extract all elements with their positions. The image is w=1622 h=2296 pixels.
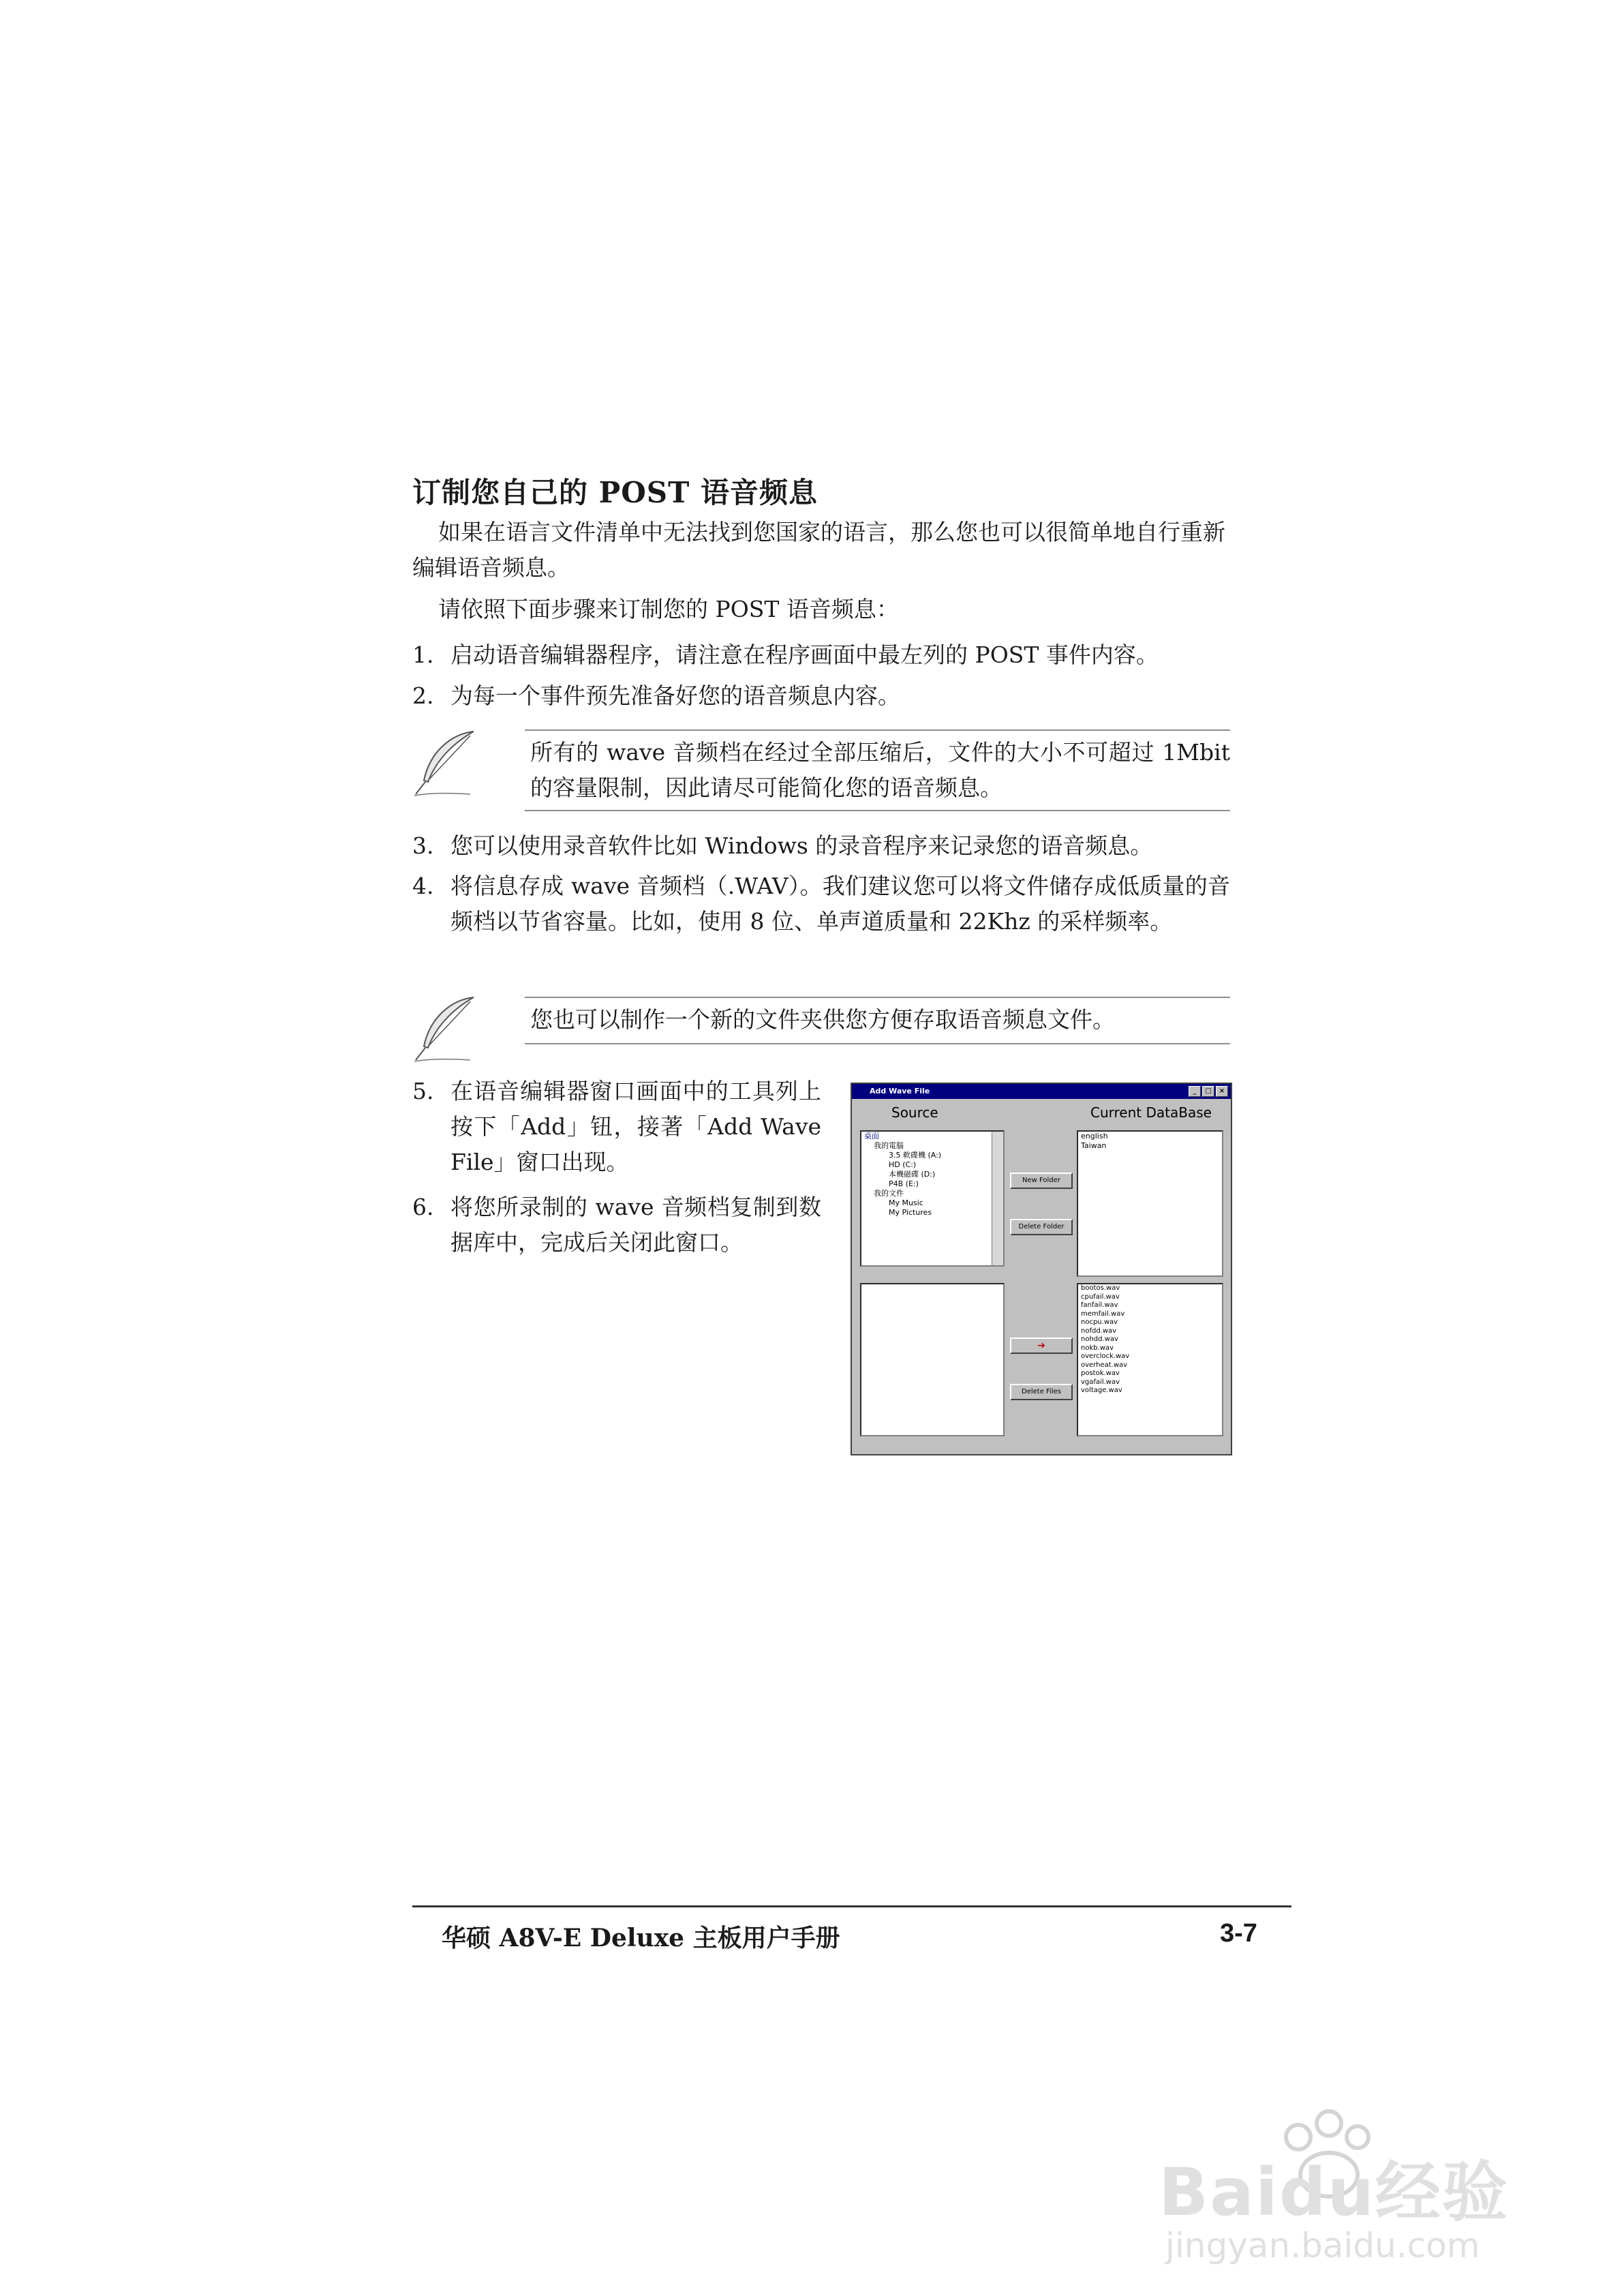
window-title-bar — [852, 1084, 1231, 1099]
window-title: Add Wave File — [870, 1087, 930, 1096]
step-number: 4. — [412, 873, 434, 899]
step-number: 5. — [412, 1078, 434, 1104]
tree-item[interactable]: P4B (E:) — [889, 1179, 919, 1188]
minimize-button[interactable]: _ — [1189, 1086, 1201, 1097]
watermark-brand: Bai — [1159, 2154, 1279, 2231]
file-item[interactable]: cpufail.wav — [1081, 1293, 1120, 1301]
file-item[interactable]: overheat.wav — [1081, 1361, 1128, 1369]
step-5 — [412, 1074, 821, 1180]
step-4 — [412, 868, 1230, 939]
file-item[interactable]: overclock.wav — [1081, 1353, 1130, 1360]
watermark-url: jingyan.baidu.com — [1165, 2226, 1480, 2265]
step-number: 1. — [412, 641, 434, 668]
watermark-cn: 经验 — [1375, 2154, 1509, 2231]
watermark-brand-du: du — [1279, 2154, 1375, 2231]
close-button[interactable]: × — [1216, 1086, 1228, 1097]
file-item[interactable]: nohdd.wav — [1081, 1335, 1118, 1343]
file-item[interactable]: nofdd.wav — [1081, 1327, 1117, 1335]
file-item[interactable]: nocpu.wav — [1081, 1318, 1118, 1326]
step-number: 3. — [412, 832, 434, 859]
maximize-button[interactable]: □ — [1202, 1086, 1214, 1097]
note-divider-bottom — [525, 1043, 1230, 1044]
footer-manual-title: 华硕 A8V-E Deluxe 主板用户手册 — [442, 1924, 840, 1952]
step-text: 将信息存成 wave 音频档（.WAV）。我们建议您可以将文件储存成低质量的音频档以节省容量。比如，使用 8 位、单声道质量和 22Khz 的采样频率。 — [450, 873, 1230, 935]
tree-item[interactable]: My Music — [889, 1198, 923, 1207]
database-files[interactable] — [1077, 1283, 1223, 1436]
database-label: Current DataBase — [1090, 1104, 1212, 1121]
file-item[interactable]: bootos.wav — [1081, 1284, 1120, 1292]
note-text: 所有的 wave 音频档在经过全部压缩后，文件的大小不可超过 1Mbit 的容量限制，因此请尽可能简化您的语音频息。 — [530, 739, 1230, 801]
step-number: 2. — [412, 682, 434, 709]
note-feather-icon — [409, 992, 484, 1067]
note-divider-bottom — [525, 810, 1230, 811]
instruction-paragraph: 请依照下面步骤来订制您的 POST 语音频息： — [438, 596, 899, 622]
source-label: Source — [891, 1104, 938, 1121]
intro-paragraph: 如果在语言文件清单中无法找到您国家的语言，那么您也可以很简单地自行重新编辑语音频息。 — [412, 519, 1225, 581]
new-folder-button[interactable]: New Folder — [1010, 1173, 1073, 1189]
tree-item[interactable]: HD (C:) — [889, 1160, 917, 1169]
tree-item[interactable]: 桌面 — [864, 1132, 879, 1141]
delete-files-button[interactable]: Delete Files — [1010, 1384, 1073, 1400]
folder-item[interactable]: english — [1081, 1132, 1108, 1141]
page-number: 3-7 — [1220, 1919, 1257, 1948]
tree-scrollbar[interactable] — [992, 1132, 1003, 1265]
tree-item[interactable]: 本機磁碟 (D:) — [889, 1170, 936, 1179]
file-item[interactable]: nokb.wav — [1081, 1344, 1114, 1352]
tree-item[interactable]: 我的文件 — [874, 1189, 904, 1198]
source-tree[interactable] — [860, 1130, 1005, 1267]
note-divider-top — [525, 729, 1230, 731]
step-1 — [412, 637, 1230, 673]
step-6 — [412, 1190, 821, 1260]
step-text: 启动语音编辑器程序，请注意在程序画面中最左列的 POST 事件内容。 — [450, 641, 1159, 668]
tree-item[interactable]: 我的電腦 — [874, 1141, 904, 1150]
delete-folder-button[interactable]: Delete Folder — [1010, 1219, 1073, 1235]
section-title: 订制您自己的 POST 语音频息 — [412, 476, 818, 509]
file-item[interactable]: voltage.wav — [1081, 1387, 1122, 1394]
step-text: 将您所录制的 wave 音频档复制到数据库中，完成后关闭此窗口。 — [450, 1194, 821, 1256]
tree-item[interactable]: My Pictures — [889, 1208, 932, 1217]
file-item[interactable]: memfail.wav — [1081, 1310, 1125, 1318]
file-item[interactable]: vgafail.wav — [1081, 1378, 1120, 1386]
add-wave-file-window — [851, 1083, 1232, 1455]
source-files[interactable] — [860, 1283, 1005, 1436]
add-arrow-button[interactable]: ➔ — [1010, 1338, 1073, 1354]
note-divider-top — [525, 997, 1230, 998]
note-feather-icon — [409, 726, 484, 801]
folder-item[interactable]: Taiwan — [1081, 1141, 1107, 1150]
step-2 — [412, 678, 1230, 714]
step-text: 为每一个事件预先准备好您的语音频息内容。 — [450, 682, 900, 709]
baidu-watermark — [1159, 2100, 1540, 2270]
file-item[interactable]: postok.wav — [1081, 1370, 1120, 1377]
note-text: 您也可以制作一个新的文件夹供您方便存取语音频息文件。 — [530, 1006, 1115, 1033]
step-number: 6. — [412, 1194, 434, 1220]
step-text: 在语音编辑器窗口画面中的工具列上按下「Add」钮，接著「Add Wave File」窗口出现。 — [450, 1078, 821, 1175]
file-item[interactable]: fanfail.wav — [1081, 1301, 1118, 1309]
database-folders[interactable] — [1077, 1130, 1223, 1277]
footer-divider — [412, 1905, 1291, 1907]
tree-item[interactable]: 3.5 軟碟機 (A:) — [889, 1151, 942, 1160]
step-text: 您可以使用录音软件比如 Windows 的录音程序来记录您的语音频息。 — [450, 832, 1153, 859]
step-3 — [412, 828, 1230, 864]
